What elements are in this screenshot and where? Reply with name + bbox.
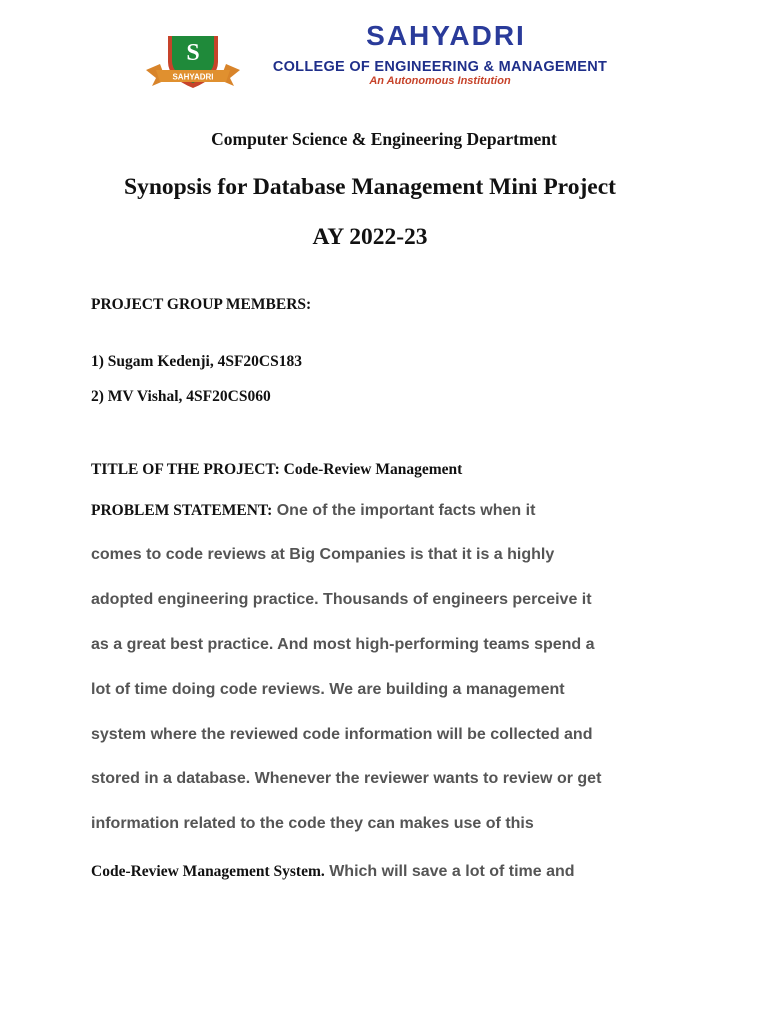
member-item: 2) MV Vishal, 4SF20CS060 bbox=[91, 388, 271, 405]
members-heading: PROJECT GROUP MEMBERS: bbox=[91, 296, 312, 313]
college-emblem-icon bbox=[138, 36, 248, 92]
emblem-letter: S bbox=[186, 40, 200, 66]
department-heading: Computer Science & Engineering Department bbox=[211, 129, 557, 149]
problem-line: as a great best practice. And most high-performing teams spend a bbox=[91, 636, 595, 653]
system-name: Code-Review Management System. bbox=[91, 863, 325, 880]
academic-year: AY 2022-23 bbox=[312, 224, 428, 250]
college-tagline: An Autonomous Institution bbox=[369, 75, 511, 87]
problem-last-line bbox=[91, 862, 575, 882]
problem-line: lot of time doing code reviews. We are building a management bbox=[91, 681, 565, 698]
problem-first-text: One of the important facts when it bbox=[272, 502, 536, 519]
problem-label: PROBLEM STATEMENT: bbox=[91, 502, 273, 519]
college-name: SAHYADRI bbox=[366, 20, 526, 51]
problem-line: comes to code reviews at Big Companies is that it is a highly bbox=[91, 546, 555, 563]
emblem-ribbon-text: SAHYADRI bbox=[172, 72, 214, 82]
project-title-value: Code-Review Management bbox=[279, 461, 463, 478]
problem-last-text: Which will save a lot of time and bbox=[324, 863, 575, 880]
college-subtitle: COLLEGE OF ENGINEERING & MANAGEMENT bbox=[272, 59, 608, 75]
problem-first-line bbox=[91, 501, 535, 521]
project-title-label: TITLE OF THE PROJECT: bbox=[91, 461, 280, 478]
problem-line: adopted engineering practice. Thousands of engineers perceive it bbox=[91, 591, 592, 608]
problem-line: system where the reviewed code information will be collected and bbox=[91, 726, 593, 743]
problem-line: stored in a database. Whenever the reviewer wants to review or get bbox=[91, 770, 602, 787]
project-title-line bbox=[91, 460, 462, 480]
member-item: 1) Sugam Kedenji, 4SF20CS183 bbox=[91, 353, 302, 370]
college-header bbox=[128, 20, 640, 92]
college-wordmark bbox=[246, 20, 638, 92]
document-title: Synopsis for Database Management Mini Project bbox=[124, 174, 616, 200]
problem-line: information related to the code they can makes use of this bbox=[91, 815, 534, 832]
